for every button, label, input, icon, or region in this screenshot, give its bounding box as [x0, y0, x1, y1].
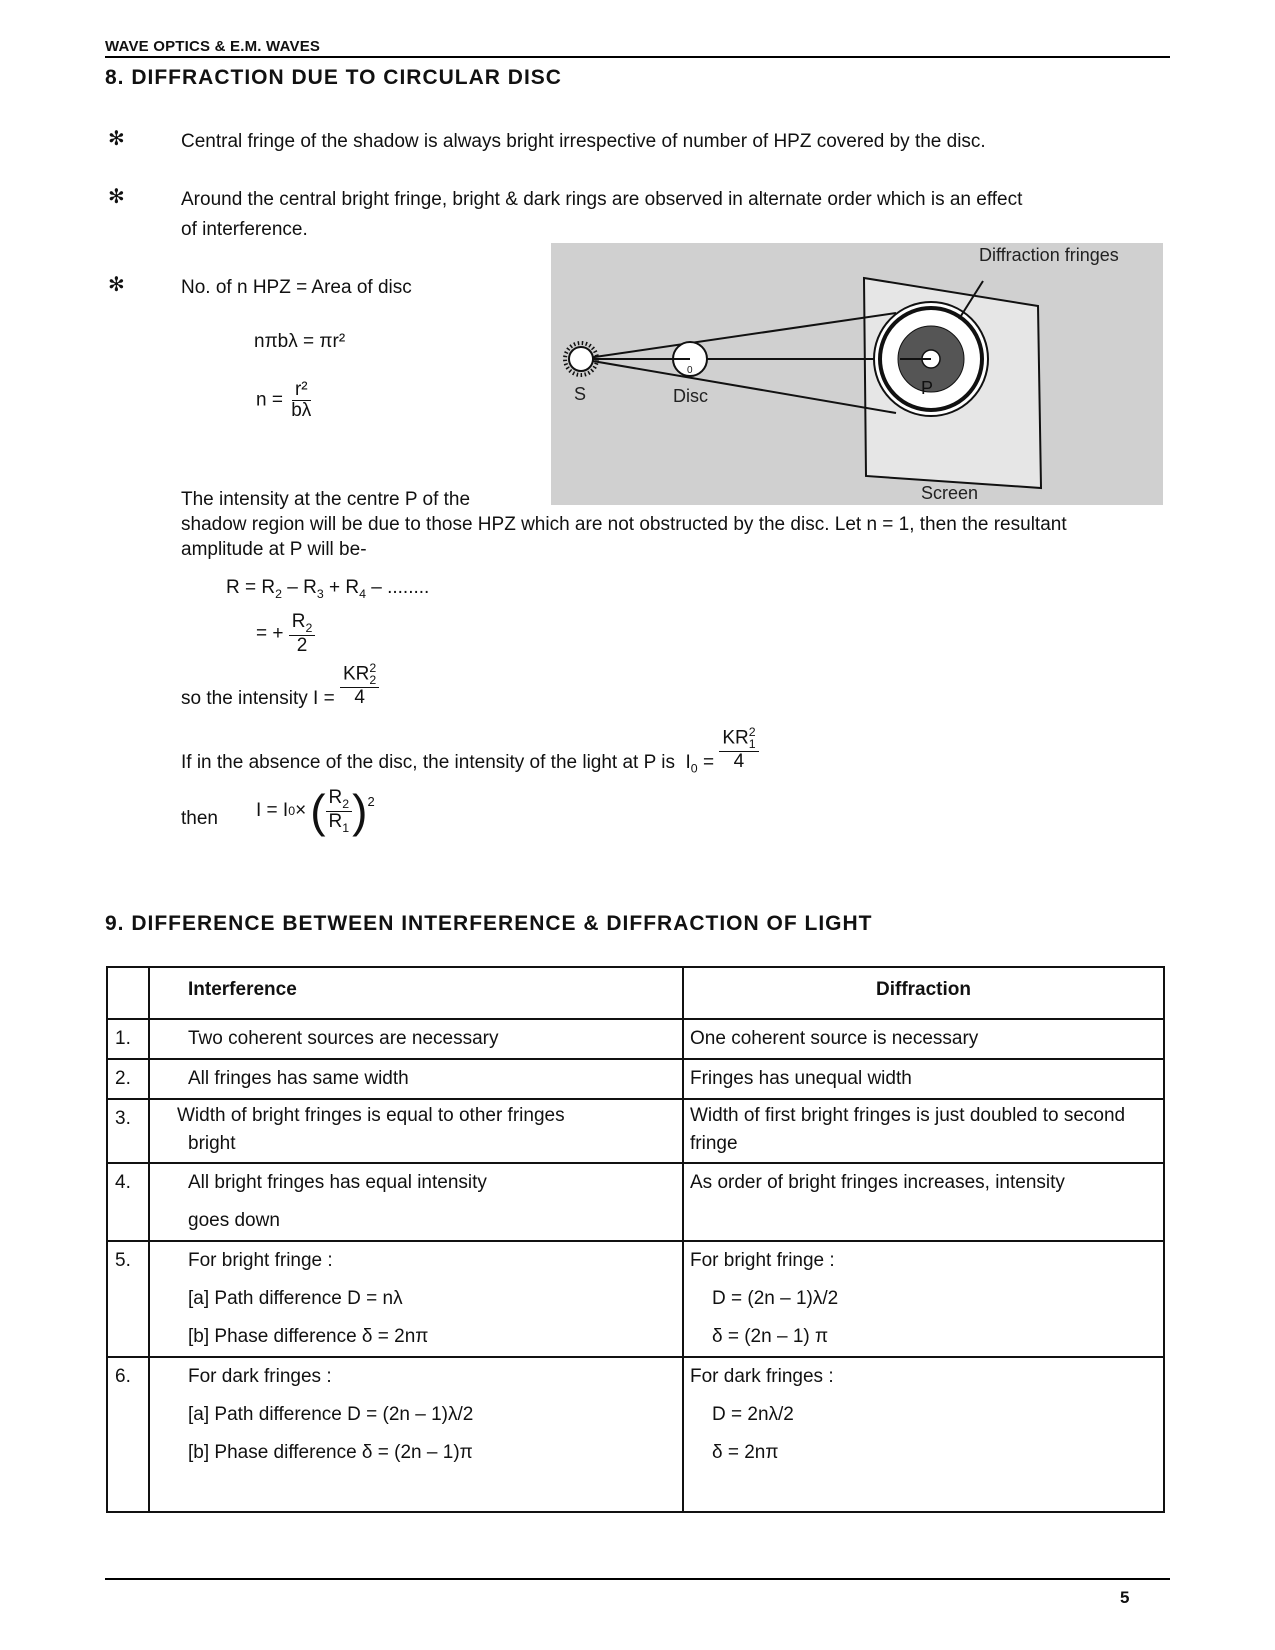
upper-ray: [581, 313, 896, 359]
eq-lhs: n =: [256, 389, 283, 411]
eq-part: R = R: [226, 577, 276, 598]
fraction: [326, 788, 353, 835]
comparison-table: [106, 966, 1165, 1513]
table-row: [107, 1059, 1164, 1099]
eq-part: – ........: [365, 577, 430, 598]
table-row: [107, 1241, 1164, 1357]
numerator: $R_2$: [326, 788, 353, 812]
diffraction-cell: For bright fringe :: [690, 1250, 835, 1271]
header-cell-interference: Interference: [149, 967, 683, 1019]
eq-lhs: I =: [313, 687, 335, 709]
row-number: 3.: [107, 1099, 149, 1163]
eq-text: If in the absence of the disc, the intensity of the light at P is: [181, 751, 675, 773]
header-cell-number: [107, 967, 149, 1019]
asterisk-bullet-icon: ✻: [108, 186, 125, 208]
table-row: [107, 1099, 1164, 1163]
fraction: [289, 612, 316, 656]
row-number: 6.: [107, 1357, 149, 1512]
interference-cell: goes down: [188, 1210, 280, 1231]
label-disc-center: 0: [687, 365, 693, 376]
footer-rule: [105, 1578, 1170, 1580]
diffraction-cell: δ = 2nπ: [712, 1442, 779, 1463]
eq-lhs: I = I: [256, 800, 289, 822]
running-header: WAVE OPTICS & E.M. WAVES: [105, 38, 321, 55]
label-point-p: P: [921, 378, 934, 398]
denominator: 4: [354, 686, 365, 708]
interference-cell: [a] Path difference D = (2n – 1)λ/2: [188, 1404, 474, 1425]
eq-lhs: = +: [256, 622, 284, 644]
label-diffraction-fringes: Diffraction fringes: [979, 245, 1119, 265]
fraction: [340, 662, 379, 708]
header-cell-diffraction: Diffraction: [683, 967, 1164, 1019]
numerator: KR 2 1: [719, 726, 758, 752]
page-number: 5: [1120, 1588, 1130, 1607]
fraction: [719, 726, 758, 772]
eq-sign: =: [697, 751, 715, 773]
section-8-title: 8. DIFFRACTION DUE TO CIRCULAR DISC: [105, 66, 562, 89]
paragraph-line-1: The intensity at the centre P of the: [181, 489, 471, 510]
bullet-2: Around the central bright fringe, bright & dark rings are observed in alternate order which is an effect: [181, 189, 1023, 210]
interference-cell: Width of bright fringes is equal to other fringes: [177, 1105, 565, 1126]
eq-times: ×: [295, 800, 307, 822]
left-paren: (: [310, 785, 326, 838]
interference-cell: All bright fringes has equal intensity: [188, 1172, 487, 1193]
eq-power: 2: [367, 794, 375, 809]
asterisk-bullet-icon: ✻: [108, 274, 125, 296]
bullet-3: No. of n HPZ = Area of disc: [181, 277, 412, 298]
source-icon: [565, 343, 597, 375]
eq-sub: 0: [288, 804, 296, 819]
paragraph-line-2: shadow region will be due to those HPZ which are not obstructed by the disc. Let n = 1, then the resultant: [181, 514, 1067, 535]
table-row: [107, 1019, 1164, 1059]
label-disc: Disc: [673, 386, 708, 406]
interference-cell: bright: [188, 1133, 236, 1154]
diffraction-cell: One coherent source is necessary: [690, 1028, 979, 1049]
eq-sub: 3: [316, 586, 324, 601]
bullet-2-continued: of interference.: [181, 219, 308, 240]
bullet-1: Central fringe of the shadow is always bright irrespective of number of HPZ covered by the disc.: [181, 131, 986, 152]
equation-intensity-no-disc: [181, 725, 759, 786]
eq-lhs: I: [685, 751, 691, 773]
diffraction-cell: For dark fringes :: [690, 1366, 834, 1387]
interference-cell: For dark fringes :: [188, 1366, 332, 1387]
asterisk-bullet-icon: ✻: [108, 128, 125, 150]
equation-ratio: [181, 805, 218, 833]
lower-ray: [581, 359, 896, 413]
equation-n: [256, 380, 314, 421]
diffraction-cell: Fringes has unequal width: [690, 1068, 912, 1089]
diffraction-cell: D = (2n – 1)λ/2: [712, 1288, 839, 1309]
fraction: [288, 380, 314, 421]
table-row: [107, 1357, 1164, 1512]
equation-intensity: [181, 661, 379, 722]
interference-cell: Two coherent sources are necessary: [188, 1028, 499, 1049]
denominator: bλ: [291, 399, 312, 421]
denominator: 2: [296, 634, 308, 656]
paragraph-line-3: amplitude at P will be-: [181, 539, 367, 560]
header-rule: [105, 56, 1170, 58]
equation-resultant-series: [226, 574, 429, 608]
interference-cell: [b] Phase difference δ = 2nπ: [188, 1326, 429, 1347]
equation-ratio-math: [256, 785, 375, 838]
eq-part: – R: [281, 577, 317, 598]
numerator: $R_2$: [289, 612, 316, 636]
row-number: 5.: [107, 1241, 149, 1357]
eq-sub: 4: [359, 586, 366, 601]
row-number: 4.: [107, 1163, 149, 1241]
eq-sub: 0: [690, 761, 698, 776]
section-9-title: 9. DIFFERENCE BETWEEN INTERFERENCE & DIFFRACTION OF LIGHT: [105, 912, 873, 935]
denominator: 4: [733, 750, 745, 772]
diffraction-diagram: [551, 243, 1163, 505]
interference-cell: All fringes has same width: [188, 1068, 409, 1089]
interference-cell: [a] Path difference D = nλ: [188, 1288, 403, 1309]
label-source: S: [574, 384, 587, 404]
equation-hpz-area: nπbλ = πr²: [254, 331, 346, 352]
interference-cell: [b] Phase difference δ = (2n – 1)π: [188, 1442, 473, 1463]
diffraction-cell: As order of bright fringes increases, intensity: [690, 1172, 1065, 1193]
eq-text: then: [181, 808, 218, 829]
diffraction-cell: fringe: [690, 1133, 738, 1154]
diffraction-cell: δ = (2n – 1) π: [712, 1326, 829, 1347]
denominator: $R_1$: [328, 810, 350, 835]
diffraction-cell: Width of first bright fringes is just doubled to second: [690, 1105, 1126, 1126]
numerator: r²: [292, 380, 311, 401]
eq-part: + R: [323, 577, 360, 598]
diffraction-cell: D = 2nλ/2: [712, 1404, 794, 1425]
row-number: 2.: [107, 1059, 149, 1099]
eq-text: so the intensity: [181, 687, 308, 709]
interference-cell: For bright fringe :: [188, 1250, 333, 1271]
label-screen: Screen: [921, 483, 979, 503]
right-paren: ): [352, 785, 368, 838]
table-header-row: [107, 967, 1164, 1019]
numerator: KR 2 2: [340, 662, 379, 688]
eq-sub: 2: [275, 586, 282, 601]
table-row: [107, 1163, 1164, 1241]
equation-r-half: [256, 612, 315, 656]
row-number: 1.: [107, 1019, 149, 1059]
